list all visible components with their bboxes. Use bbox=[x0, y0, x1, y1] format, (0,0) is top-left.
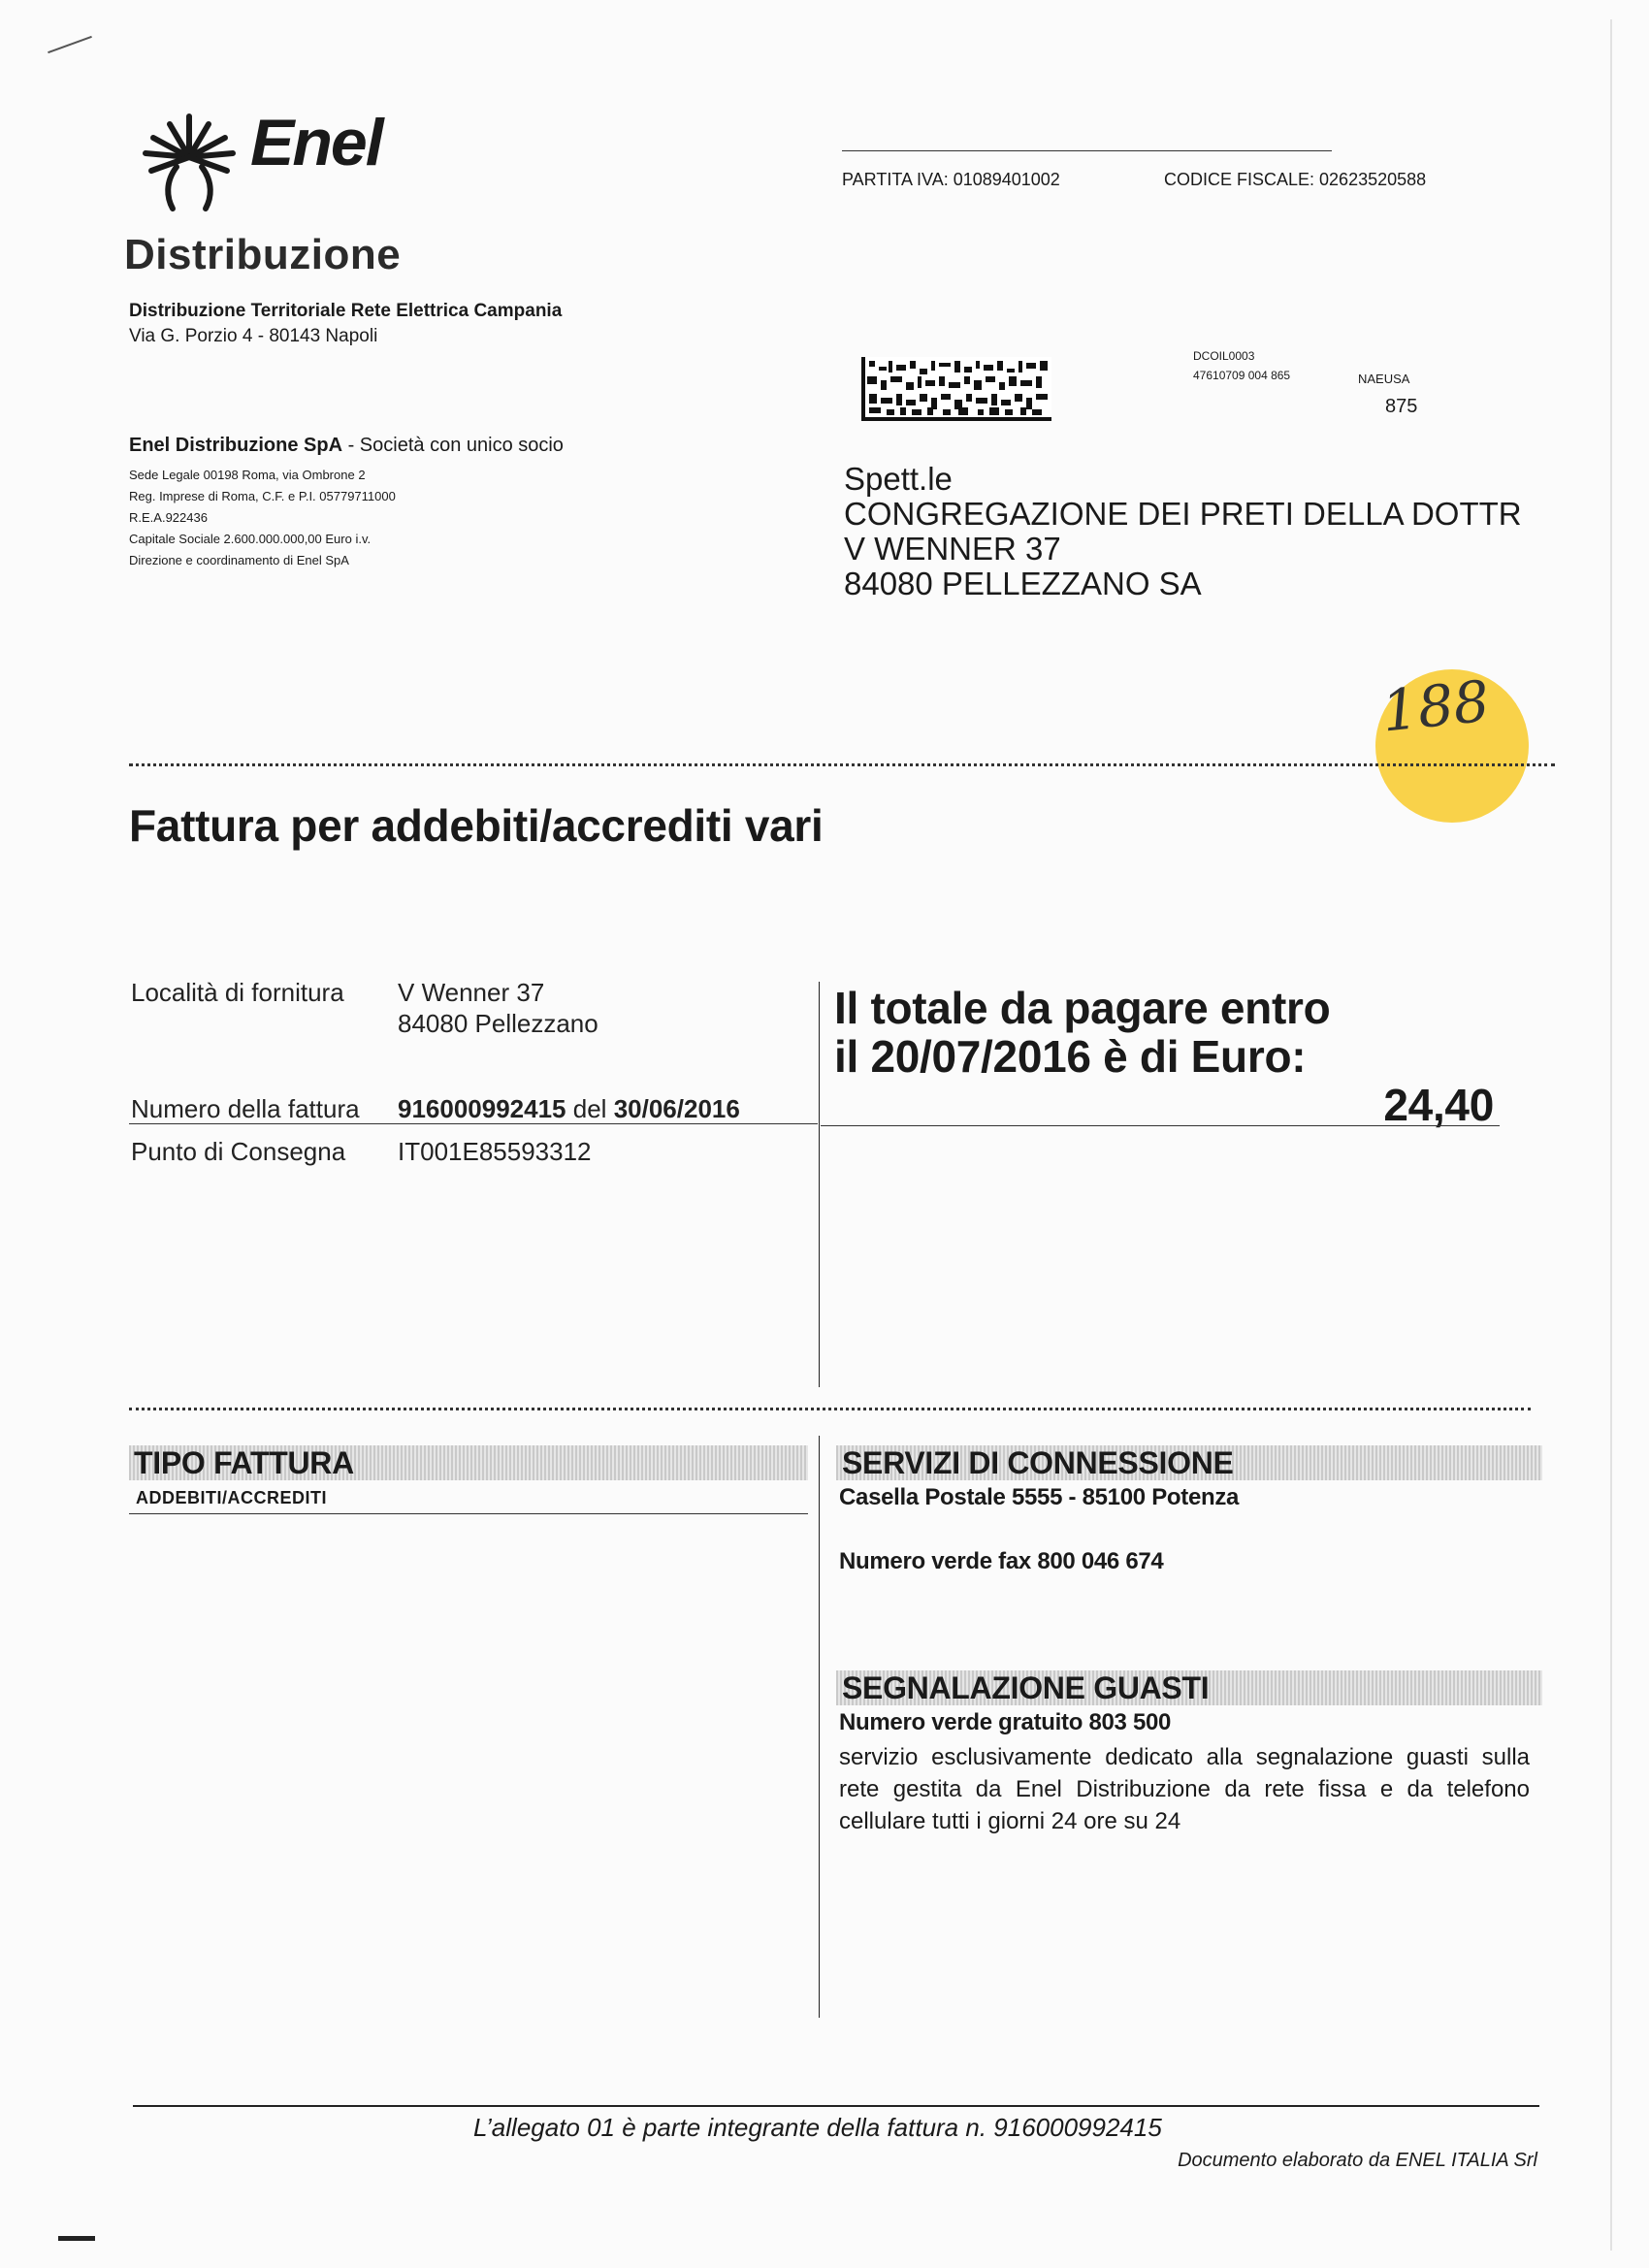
company-name: Enel Distribuzione SpA bbox=[129, 435, 343, 456]
company-legal-line: Direzione e coordinamento di Enel SpA bbox=[129, 553, 349, 567]
servizi-fax: Numero verde fax 800 046 674 bbox=[839, 1548, 1164, 1574]
tipo-fattura-value: ADDEBITI/ACCREDITI bbox=[136, 1488, 327, 1507]
datamatrix-barcode-icon bbox=[861, 357, 1051, 421]
company-legal-line: R.E.A.922436 bbox=[129, 510, 208, 525]
pod-value: IT001E85593312 bbox=[398, 1137, 592, 1166]
invoice-number-line bbox=[398, 1094, 740, 1124]
division-name: Distribuzione bbox=[124, 231, 402, 278]
company-suffix: - Società con unico socio bbox=[342, 435, 564, 456]
pod-label: Punto di Consegna bbox=[131, 1137, 346, 1166]
total-heading-line2: il 20/07/2016 è di Euro: bbox=[834, 1031, 1307, 1082]
enel-logo-text: Enel bbox=[250, 106, 382, 179]
recipient-name: CONGREGAZIONE DEI PRETI DELLA DOTTR bbox=[844, 496, 1522, 532]
stamp-number: 188 bbox=[1378, 667, 1493, 745]
postal-code-4: 875 bbox=[1385, 396, 1418, 417]
company-legal-line: Sede Legale 00198 Roma, via Ombrone 2 bbox=[129, 468, 366, 482]
column-divider bbox=[819, 982, 820, 1387]
tax-divider bbox=[842, 150, 1332, 151]
pen-mark bbox=[48, 36, 92, 53]
footer-note: L’allegato 01 è parte integrante della fattura n. 916000992415 bbox=[473, 2113, 1162, 2142]
invoice-number: 916000992415 bbox=[398, 1094, 566, 1123]
invoice-title: Fattura per addebiti/accrediti vari bbox=[129, 800, 824, 851]
servizi-title: SERVIZI DI CONNESSIONE bbox=[842, 1445, 1234, 1480]
company-info bbox=[129, 435, 672, 571]
dotted-divider bbox=[129, 1408, 1531, 1410]
invoice-date: 30/06/2016 bbox=[613, 1094, 740, 1123]
company-legal-line: Capitale Sociale 2.600.000.000,00 Euro i.v. bbox=[129, 532, 372, 546]
segnalazione-title: SEGNALAZIONE GUASTI bbox=[842, 1670, 1210, 1705]
footer-document-credit: Documento elaborato da ENEL ITALIA Srl bbox=[1178, 2150, 1537, 2171]
column-divider bbox=[819, 1436, 820, 2018]
territorial-unit-title: Distribuzione Territoriale Rete Elettrica Campania bbox=[129, 301, 563, 321]
company-legal-line: Reg. Imprese di Roma, C.F. e P.I. 05779711000 bbox=[129, 489, 396, 503]
total-amount: 24,40 bbox=[1383, 1080, 1494, 1130]
total-divider bbox=[821, 1125, 1500, 1126]
page-edge-shadow bbox=[1610, 19, 1612, 2251]
location-label: Località di fornitura bbox=[131, 978, 344, 1007]
partita-iva: PARTITA IVA: 01089401002 bbox=[842, 170, 1060, 189]
segnalazione-description: servizio esclusivamente dedicato alla segnalazione guasti sulla rete gestita da Enel Distribuzione da rete fissa e da telefono cellulare tutti i giorni 24 ore su 24 bbox=[839, 1744, 1530, 1834]
territorial-unit-address: Via G. Porzio 4 - 80143 Napoli bbox=[129, 326, 378, 346]
company-name-line bbox=[129, 435, 672, 457]
segnalazione-number: Numero verde gratuito 803 500 bbox=[839, 1709, 1172, 1735]
recipient-salutation: Spett.le bbox=[844, 461, 953, 497]
recipient-city: 84080 PELLEZZANO SA bbox=[844, 566, 1202, 601]
postal-code-3: NAEUSA bbox=[1358, 372, 1410, 386]
dotted-divider bbox=[129, 763, 1555, 766]
postal-code-1: DCOIL0003 bbox=[1193, 349, 1255, 363]
enel-logo-icon bbox=[116, 97, 262, 213]
total-heading bbox=[834, 984, 1330, 1081]
details-divider bbox=[129, 1123, 818, 1124]
margin-mark bbox=[58, 2236, 95, 2241]
postal-code-2: 47610709 004 865 bbox=[1193, 369, 1291, 382]
invoice-number-label: Numero della fattura bbox=[131, 1094, 360, 1123]
tipo-fattura-title: TIPO FATTURA bbox=[134, 1445, 354, 1480]
footer-divider bbox=[133, 2105, 1539, 2107]
tipo-fattura-divider bbox=[129, 1513, 808, 1514]
postal-codes bbox=[1193, 346, 1290, 385]
date-connector: del bbox=[572, 1094, 607, 1123]
total-heading-line1: Il totale da pagare entro bbox=[834, 983, 1331, 1033]
recipient-address bbox=[844, 462, 1522, 601]
location-line2: 84080 Pellezzano bbox=[398, 1009, 598, 1038]
location-line1: V Wenner 37 bbox=[398, 978, 545, 1007]
servizi-address: Casella Postale 5555 - 85100 Potenza bbox=[839, 1484, 1240, 1510]
recipient-street: V WENNER 37 bbox=[844, 531, 1061, 567]
codice-fiscale: CODICE FISCALE: 02623520588 bbox=[1164, 170, 1427, 189]
